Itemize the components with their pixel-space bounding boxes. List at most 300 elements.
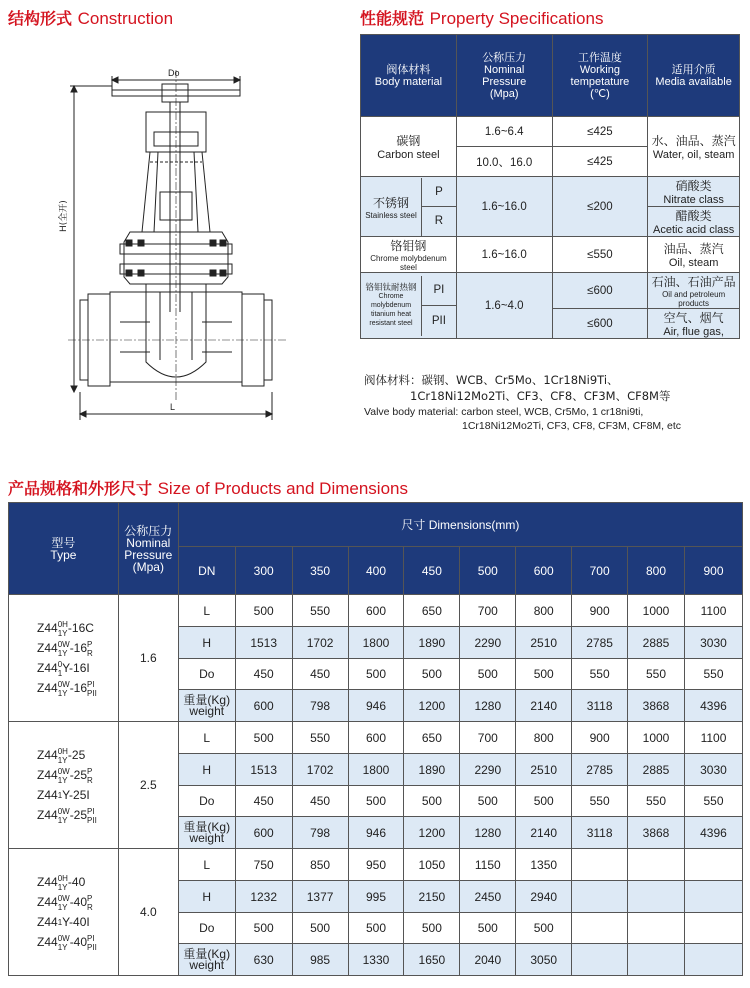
dimension-value: 1800 — [348, 627, 404, 659]
type-model-sup: 0H — [57, 619, 68, 629]
dimension-value: 600 — [348, 595, 404, 627]
type-model-rsup: PI — [87, 933, 95, 943]
type-model — [37, 932, 118, 952]
property-row-chrome — [361, 237, 740, 273]
chrome-temp: ≤550 — [552, 237, 648, 273]
row-label — [178, 944, 235, 976]
type-model-base: Z44 — [37, 768, 58, 782]
dimension-value: 946 — [348, 817, 404, 849]
type-model — [37, 912, 118, 932]
property-title-cn: 性能规范 — [360, 9, 425, 28]
dimension-value: 450 — [292, 659, 348, 690]
dimension-value: 500 — [404, 659, 460, 690]
weight-label-cn: 重量(Kg) — [183, 692, 231, 707]
type-model-rsub: R — [87, 648, 93, 658]
chrome-cn: 铬钼钢 — [390, 239, 427, 253]
type-model-sup: 0W — [57, 679, 70, 689]
header-temp-en2: tempetature — [570, 75, 630, 88]
type-model-sup: 0W — [57, 893, 70, 903]
size-row — [9, 849, 743, 881]
dimension-value: 2140 — [516, 817, 572, 849]
dimension-value — [628, 913, 685, 944]
carbon-temp-1: ≤425 — [552, 117, 648, 147]
type-model-sub: 1 — [57, 918, 63, 928]
type-model-rsub: R — [87, 775, 93, 785]
dimension-value: 500 — [235, 722, 292, 754]
dimension-value: 1377 — [292, 881, 348, 913]
header-dn-size: 400 — [348, 547, 404, 595]
dimension-value: 995 — [348, 881, 404, 913]
dimension-value — [684, 849, 742, 881]
notes-cn-line1: 阀体材料：碳钢、WCB、Cr5Mo、1Cr18Ni9Ti、 — [364, 373, 619, 387]
notes-en-line2: 1Cr18Ni12Mo2Ti, CF3, CF8, CF3M, CF8M, etc — [462, 420, 681, 432]
type-model-rsup: P — [87, 639, 93, 649]
type-model — [37, 678, 118, 698]
size-dimensions-table — [8, 502, 743, 976]
carbon-media-en: Water, oil, steam — [652, 149, 735, 161]
type-model — [37, 765, 118, 785]
dimension-value: 1513 — [235, 754, 292, 786]
dimension-value: 1280 — [460, 817, 516, 849]
dimension-value: 2785 — [572, 627, 628, 659]
row-label: Do — [178, 659, 235, 690]
dimension-value: 500 — [404, 786, 460, 817]
carbon-pressure-2: 10.0、16.0 — [456, 147, 552, 177]
header-material-cn: 阀体材料 — [386, 63, 431, 76]
row-label: Do — [178, 913, 235, 944]
type-model — [37, 805, 118, 825]
header-size-pressure — [118, 503, 178, 595]
stainless-code-r: R — [434, 215, 444, 228]
dimension-value: 3868 — [628, 690, 685, 722]
type-model-base: Z44 — [37, 895, 58, 909]
header-dn-size: 900 — [684, 547, 742, 595]
dimension-value: 1200 — [404, 690, 460, 722]
dimension-value — [684, 881, 742, 913]
type-model-sup: 0W — [57, 806, 70, 816]
type-model-base: Z44 — [37, 661, 58, 675]
type-model-sup: 0 — [57, 659, 63, 669]
heat-code-pii: PII — [431, 314, 446, 327]
dimension-value: 850 — [292, 849, 348, 881]
dimension-value: 450 — [292, 786, 348, 817]
heat-en1: Chrome molybdenum — [370, 293, 412, 309]
dimension-value — [572, 849, 628, 881]
size-header-row-1 — [9, 503, 743, 547]
dimension-value: 2510 — [516, 754, 572, 786]
dimension-value: 3118 — [572, 817, 628, 849]
weight-label-cn: 重量(Kg) — [183, 819, 231, 834]
notes-cn-line2: 1Cr18Ni12Mo2Ti、CF3、CF8、CF3M、CF8M等 — [410, 389, 671, 403]
dimension-value: 500 — [460, 913, 516, 944]
row-label: H — [178, 881, 235, 913]
type-model-rsub: PII — [87, 688, 97, 698]
dimension-value: 450 — [235, 786, 292, 817]
dimension-value: 1232 — [235, 881, 292, 913]
dimension-value: 600 — [235, 817, 292, 849]
header-dn-size: 800 — [628, 547, 685, 595]
dimension-value — [628, 881, 685, 913]
type-model-sup: 0H — [57, 873, 68, 883]
stainless-cn: 不锈钢 — [372, 195, 409, 210]
dimension-value: 500 — [460, 659, 516, 690]
header-dn-size: 500 — [460, 547, 516, 595]
header-dn-size: 600 — [516, 547, 572, 595]
stainless-media1-en: Nitrate class — [663, 194, 724, 206]
carbon-steel-cell — [361, 117, 457, 177]
type-model — [37, 638, 118, 658]
heat-pressure: 1.6~4.0 — [456, 273, 552, 339]
type-model-sup: 0W — [57, 766, 70, 776]
dimension-value: 550 — [572, 659, 628, 690]
row-label: H — [178, 754, 235, 786]
type-cell — [9, 849, 119, 976]
dimension-value: 4396 — [684, 817, 742, 849]
dimension-value: 2885 — [628, 627, 685, 659]
type-model-sub: 1 — [57, 791, 63, 801]
dimension-value — [684, 913, 742, 944]
type-model — [37, 785, 118, 805]
dimension-value: 500 — [348, 913, 404, 944]
dimension-value: 2290 — [460, 754, 516, 786]
row-label: H — [178, 627, 235, 659]
type-model-rsub: R — [87, 902, 93, 912]
header-type — [9, 503, 119, 595]
dimension-value: 1100 — [684, 722, 742, 754]
heat-media-2 — [648, 309, 740, 339]
dimension-value: 1650 — [404, 944, 460, 976]
stainless-media2-cn: 醋酸类 — [675, 209, 712, 223]
type-model-rest: -25 — [69, 808, 88, 822]
header-temp-unit: (℃) — [590, 87, 610, 100]
dimension-value — [572, 944, 628, 976]
dimension-value — [572, 913, 628, 944]
type-model-rest: Y-40I — [62, 915, 90, 929]
heat-temp-2: ≤600 — [552, 309, 648, 339]
header-pressure-cn: 公称压力 — [482, 51, 527, 64]
carbon-temp-2: ≤425 — [552, 147, 648, 177]
header-body-material — [361, 35, 457, 117]
header-dimensions: 尺寸 Dimensions(mm) — [178, 503, 742, 547]
type-model-rest: -40 — [69, 895, 88, 909]
gate-valve-diagram — [50, 62, 310, 432]
dimension-value: 2510 — [516, 627, 572, 659]
header-pressure-en1: Nominal — [484, 63, 525, 76]
dimension-value: 2040 — [460, 944, 516, 976]
dimension-value: 550 — [572, 786, 628, 817]
dimension-value: 900 — [572, 595, 628, 627]
dimension-value: 2785 — [572, 754, 628, 786]
dimension-value: 500 — [348, 659, 404, 690]
stainless-pressure: 1.6~16.0 — [456, 177, 552, 237]
header-dn-size: 350 — [292, 547, 348, 595]
chrome-pressure: 1.6~16.0 — [456, 237, 552, 273]
type-model-sub: 1 — [57, 668, 63, 678]
header-dn: DN — [178, 547, 235, 595]
dimension-value: 650 — [404, 722, 460, 754]
gate-valve-drawing — [50, 62, 310, 432]
header-media-en: Media available — [655, 75, 732, 88]
type-model-base: Z44 — [37, 681, 58, 695]
h-label: H(全开) — [59, 200, 69, 232]
dimension-value: 600 — [348, 722, 404, 754]
type-cell — [9, 722, 119, 849]
chrome-steel-cell — [361, 237, 457, 273]
dimension-value: 800 — [516, 595, 572, 627]
dimension-value: 2140 — [516, 690, 572, 722]
type-model-rest: -16 — [69, 641, 88, 655]
type-model — [37, 745, 118, 765]
type-model-rest: -16 — [69, 681, 88, 695]
type-model-base: Z44 — [37, 621, 58, 635]
dimension-value: 3030 — [684, 754, 742, 786]
dimension-value: 630 — [235, 944, 292, 976]
dimension-value — [572, 881, 628, 913]
size-pressure-unit: (Mpa) — [132, 559, 164, 574]
carbon-pressure-1: 1.6~6.4 — [456, 117, 552, 147]
type-model-sub: 1Y — [57, 688, 68, 698]
stainless-media1-cn: 硝酸类 — [675, 179, 712, 193]
type-model-sub: 1Y — [57, 882, 68, 892]
header-dn-size: 700 — [572, 547, 628, 595]
row-label: Do — [178, 786, 235, 817]
type-model-base: Z44 — [37, 748, 58, 762]
type-model-rest: Y-16I — [62, 661, 90, 675]
header-temp-cn: 工作温度 — [577, 51, 622, 64]
header-temp-en1: Working — [579, 63, 620, 76]
dimension-value: 3030 — [684, 627, 742, 659]
row-label: L — [178, 722, 235, 754]
stainless-media-2 — [648, 207, 740, 237]
dimension-value: 1280 — [460, 690, 516, 722]
type-model — [37, 658, 118, 678]
type-model-sup: 0H — [57, 746, 68, 756]
dimension-value: 500 — [516, 659, 572, 690]
dimension-value: 1200 — [404, 817, 460, 849]
dimension-value: 1100 — [684, 595, 742, 627]
stainless-temp: ≤200 — [552, 177, 648, 237]
type-model-sub: 1Y — [57, 942, 68, 952]
dimension-value: 1050 — [404, 849, 460, 881]
type-model-rsub: PII — [87, 942, 97, 952]
dimension-value: 500 — [516, 786, 572, 817]
type-cell — [9, 595, 119, 722]
type-model-rsub: PII — [87, 815, 97, 825]
heat-en3: resistant steel — [369, 320, 413, 327]
header-working-temperature — [552, 35, 648, 117]
weight-label-cn: 重量(Kg) — [183, 946, 231, 961]
type-model-sub: 1Y — [57, 902, 68, 912]
type-model — [37, 618, 118, 638]
dimension-value: 2940 — [516, 881, 572, 913]
stainless-media2-en: Acetic acid class — [652, 224, 735, 236]
type-model-base: Z44 — [37, 875, 58, 889]
dimension-value — [684, 944, 742, 976]
dimension-value: 1513 — [235, 627, 292, 659]
header-pressure-unit: (Mpa) — [489, 87, 519, 100]
type-model-rsup: PI — [87, 806, 95, 816]
heat-media1-en: Oil and petroleum products — [662, 290, 726, 308]
notes-en-line1: Valve body material: carbon steel, WCB, Cr5Mo, 1 cr18ni9ti, — [364, 406, 644, 418]
type-model-rest: -25 — [67, 748, 86, 762]
type-model-rest: -25 — [69, 768, 88, 782]
size-pressure-en2: Pressure — [124, 547, 173, 562]
type-model-base: Z44 — [37, 788, 58, 802]
dimension-value — [628, 944, 685, 976]
dimension-value: 3118 — [572, 690, 628, 722]
dimension-value: 985 — [292, 944, 348, 976]
type-model-sup: 0W — [57, 933, 70, 943]
dimension-value: 1702 — [292, 754, 348, 786]
construction-title-en: Construction — [77, 9, 174, 28]
heat-en2: titanium heat — [370, 311, 412, 318]
dimension-value: 900 — [572, 722, 628, 754]
dimension-value: 1890 — [404, 627, 460, 659]
dimension-value: 700 — [460, 595, 516, 627]
dimension-value: 550 — [292, 595, 348, 627]
heat-media2-en: Air, flue gas, — [663, 326, 724, 338]
type-model-base: Z44 — [37, 641, 58, 655]
dimension-value: 2290 — [460, 627, 516, 659]
dimension-value: 2885 — [628, 754, 685, 786]
group-pressure: 4.0 — [118, 849, 178, 976]
dimension-value: 650 — [404, 595, 460, 627]
header-media-cn: 适用介质 — [671, 63, 716, 76]
type-model-rest: Y-25I — [62, 788, 90, 802]
type-model — [37, 892, 118, 912]
type-model-rsup: PI — [87, 679, 95, 689]
heat-media2-cn: 空气、烟气 — [663, 311, 724, 325]
dimension-value: 500 — [235, 913, 292, 944]
property-row-heat-1 — [361, 273, 740, 309]
size-pressure-en1: Nominal — [126, 535, 171, 550]
type-model-base: Z44 — [37, 915, 58, 929]
carbon-cn: 碳钢 — [396, 134, 421, 148]
group-pressure: 1.6 — [118, 595, 178, 722]
property-header-row — [361, 35, 740, 117]
row-label — [178, 817, 235, 849]
header-media-available — [648, 35, 740, 117]
dimension-value: 600 — [235, 690, 292, 722]
dimension-value: 500 — [404, 913, 460, 944]
size-title — [8, 476, 408, 499]
construction-title — [8, 6, 173, 29]
type-model-rest: -40 — [69, 935, 88, 949]
dimension-value: 550 — [628, 786, 685, 817]
dimension-value: 1150 — [460, 849, 516, 881]
dimension-value: 1800 — [348, 754, 404, 786]
chrome-media-cn: 油品、蒸汽 — [663, 242, 724, 256]
heat-media-1 — [648, 273, 740, 309]
stainless-media-1 — [648, 177, 740, 207]
group-pressure: 2.5 — [118, 722, 178, 849]
type-model-sub: 1Y — [57, 815, 68, 825]
type-model-sub: 1Y — [57, 775, 68, 785]
dimension-value: 950 — [348, 849, 404, 881]
stainless-code-p: P — [422, 178, 456, 208]
weight-label-en: weight — [189, 703, 225, 718]
type-model — [37, 872, 118, 892]
type-model-sup: 0W — [57, 639, 70, 649]
dimension-value: 1350 — [516, 849, 572, 881]
row-label: L — [178, 595, 235, 627]
carbon-media-cn: 水、油品、蒸汽 — [651, 134, 736, 148]
heat-temp-1: ≤600 — [552, 273, 648, 309]
construction-title-cn: 结构形式 — [8, 9, 73, 28]
chrome-media-en: Oil, steam — [668, 257, 719, 269]
dimension-value: 946 — [348, 690, 404, 722]
dimension-value — [628, 849, 685, 881]
dimension-value: 2450 — [460, 881, 516, 913]
dimension-value: 3050 — [516, 944, 572, 976]
property-row-carbon-1 — [361, 117, 740, 147]
dimension-value: 500 — [348, 786, 404, 817]
chrome-media — [648, 237, 740, 273]
header-type-en: Type — [50, 547, 77, 562]
carbon-media-cell — [648, 117, 740, 177]
dimension-value: 500 — [460, 786, 516, 817]
header-pressure-en2: Pressure — [482, 75, 527, 88]
dimension-value: 1890 — [404, 754, 460, 786]
dimension-value: 500 — [516, 913, 572, 944]
property-specifications-table — [360, 34, 740, 339]
type-model-sub: 1Y — [57, 755, 68, 765]
header-dn-size: 300 — [235, 547, 292, 595]
dimension-value: 1330 — [348, 944, 404, 976]
dimension-value: 2150 — [404, 881, 460, 913]
size-title-en: Size of Products and Dimensions — [157, 479, 408, 498]
header-type-cn: 型号 — [51, 535, 76, 550]
type-model-rsup: P — [87, 766, 93, 776]
type-model-sub: 1Y — [57, 628, 68, 638]
weight-label-en: weight — [189, 830, 225, 845]
dimension-value: 700 — [460, 722, 516, 754]
type-model-sub: 1Y — [57, 648, 68, 658]
size-row — [9, 722, 743, 754]
dimension-value: 1000 — [628, 595, 685, 627]
dimension-value: 3868 — [628, 817, 685, 849]
header-nominal-pressure — [456, 35, 552, 117]
type-model-base: Z44 — [37, 935, 58, 949]
size-pressure-cn: 公称压力 — [124, 523, 173, 538]
type-model-rest: -40 — [67, 875, 86, 889]
dimension-value: 4396 — [684, 690, 742, 722]
heat-code-pi: PI — [422, 276, 456, 307]
dimension-value: 550 — [684, 786, 742, 817]
heat-cn: 铬钼钛耐热钢 — [365, 282, 417, 292]
do-label: Do — [168, 68, 180, 78]
dimension-value: 550 — [292, 722, 348, 754]
property-title — [360, 6, 603, 29]
l-label: L — [170, 402, 176, 412]
heat-resistant-steel-cell — [361, 273, 457, 339]
heat-media1-cn: 石油、石油产品 — [651, 275, 736, 289]
dimension-value: 750 — [235, 849, 292, 881]
dimension-value: 1702 — [292, 627, 348, 659]
dimension-value: 800 — [516, 722, 572, 754]
property-title-en: Property Specifications — [429, 9, 604, 28]
dimension-value: 798 — [292, 690, 348, 722]
dimension-value: 450 — [235, 659, 292, 690]
stainless-steel-cell — [361, 177, 457, 237]
dimension-value: 500 — [292, 913, 348, 944]
dimension-value: 500 — [235, 595, 292, 627]
carbon-en: Carbon steel — [377, 149, 440, 161]
size-row — [9, 595, 743, 627]
stainless-en: Stainless steel — [365, 210, 417, 220]
dimension-value: 1000 — [628, 722, 685, 754]
type-model-base: Z44 — [37, 808, 58, 822]
